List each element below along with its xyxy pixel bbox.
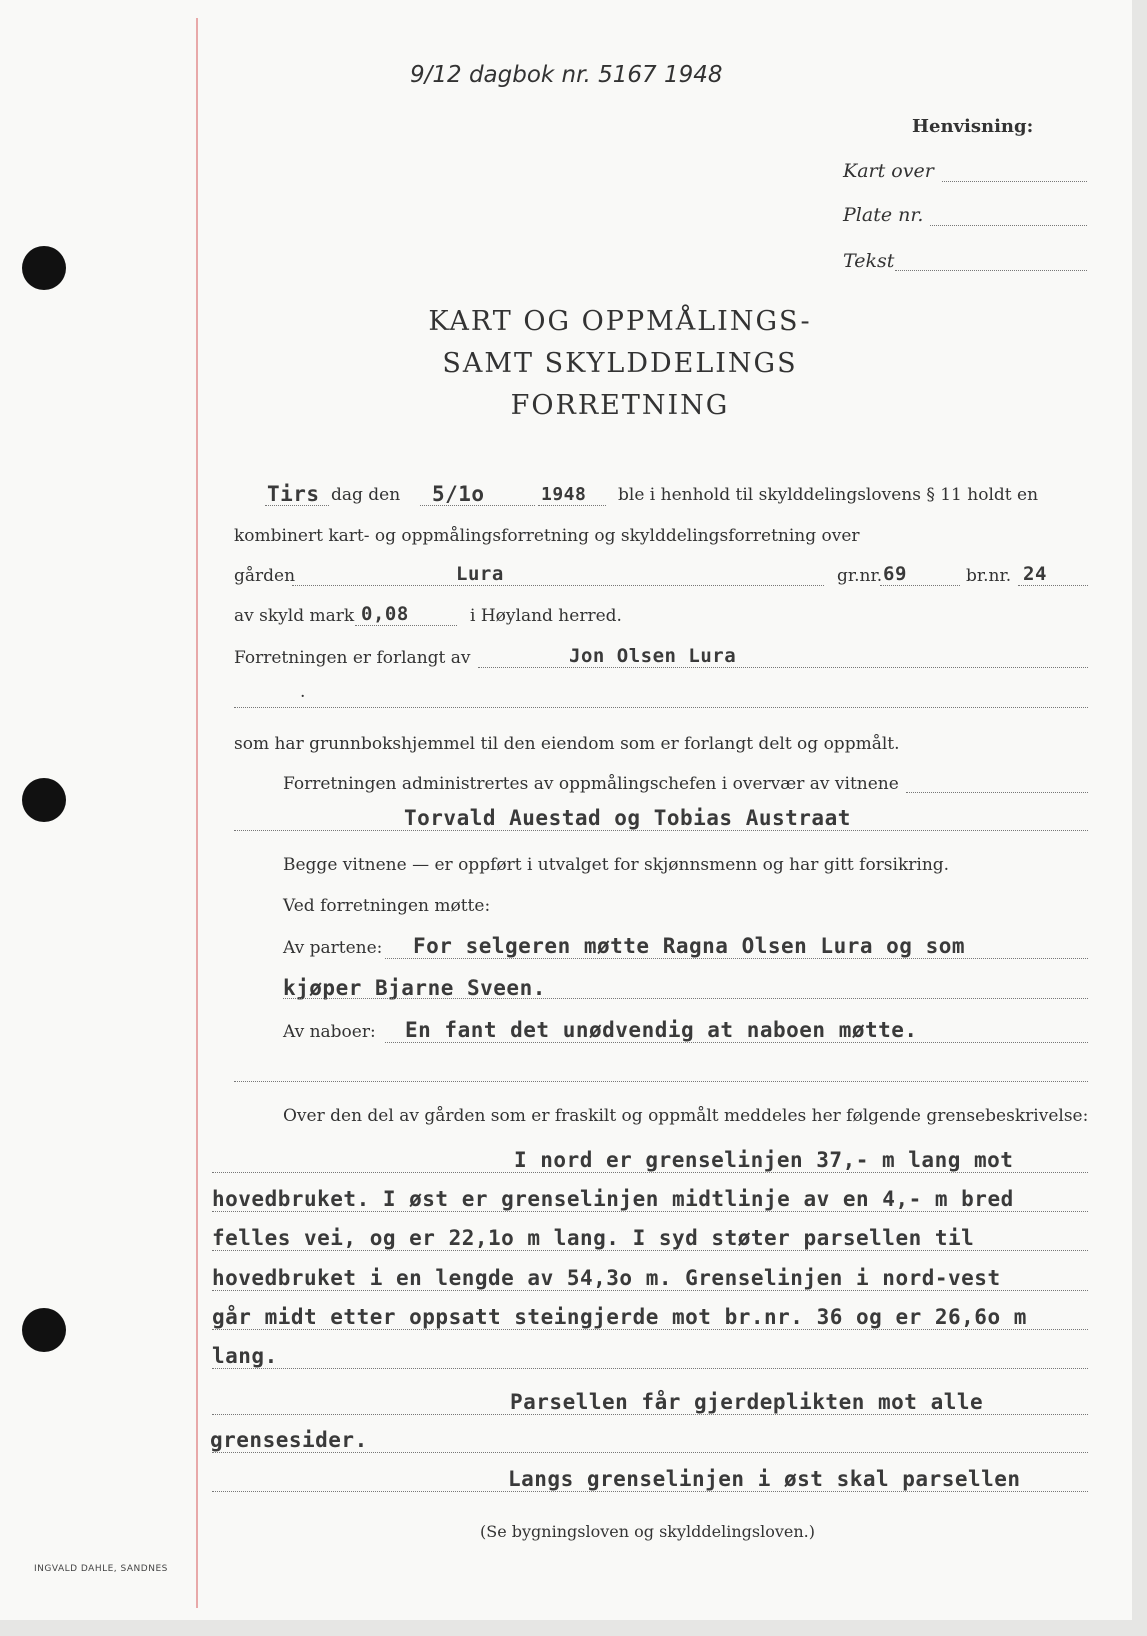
begge-line: Begge vitnene — er oppført i utvalget for skjønnsmenn og har gitt forsikring. xyxy=(283,855,950,875)
grnr-line xyxy=(880,585,960,586)
desc-dots-8 xyxy=(212,1452,1088,1453)
grunnbok-line: som har grunnbokshjemmel til den eiendom som er forlangt delt og oppmålt. xyxy=(234,734,900,754)
year-line xyxy=(538,505,606,506)
footer-note: (Se bygningsloven og skylddelingsloven.) xyxy=(480,1522,815,1541)
desc-dots-5 xyxy=(212,1329,1088,1330)
forlangt-second-line xyxy=(234,707,1088,708)
printer-imprint: INGVALD DAHLE, SANDNES xyxy=(34,1564,168,1574)
partene-dots-2 xyxy=(283,998,1088,999)
grnr-value: 69 xyxy=(883,563,907,585)
description-line-6: lang. xyxy=(212,1344,278,1368)
kart-over-line xyxy=(942,181,1087,182)
description-line-8: grensesider. xyxy=(210,1428,368,1452)
partene-line-1: For selgeren møtte Ragna Olsen Lura og som xyxy=(413,934,966,958)
date-line-rest: ble i henhold til skylddelingslovens § 11 holdt en xyxy=(618,485,1039,505)
desc-dots-9 xyxy=(212,1491,1088,1492)
title-line-2: SAMT SKYLDDELINGS xyxy=(442,348,798,379)
naboer-line-1: En fant det unødvendig at naboen møtte. xyxy=(405,1018,918,1042)
punch-hole-middle xyxy=(22,778,66,822)
plate-nr-line xyxy=(930,225,1087,226)
skyld-label: av skyld mark xyxy=(234,606,355,626)
description-line-1: I nord er grenselinjen 37,- m lang mot xyxy=(514,1148,1014,1172)
desc-dots-3 xyxy=(212,1250,1088,1251)
farm-name-line xyxy=(292,585,824,586)
forlangt-second: . xyxy=(300,682,306,702)
administrert-dots xyxy=(906,792,1088,793)
forlangt-label: Forretningen er forlangt av xyxy=(234,648,471,668)
reference-tekst: Tekst xyxy=(843,250,895,272)
farm-name: Lura xyxy=(456,563,504,585)
naboer-label: Av naboer: xyxy=(283,1022,376,1042)
over-line: Over den del av gården som er fraskilt og oppmålt meddeles her følgende grensebeskrivelse: xyxy=(283,1106,1089,1126)
administrert-line: Forretningen administrertes av oppmålingschefen i overvær av vitnene xyxy=(283,774,899,794)
reference-kart-over: Kart over xyxy=(843,160,934,182)
garden-label: gården xyxy=(234,566,296,586)
date-value: 5/1o xyxy=(432,482,485,506)
dag-den-label: dag den xyxy=(331,485,401,505)
partene-label: Av partene: xyxy=(283,938,383,958)
date-line xyxy=(420,505,535,506)
description-line-4: hovedbruket i en lengde av 54,3o m. Grenselinjen i nord-vest xyxy=(212,1266,1001,1290)
weekday-prefix: Tirs xyxy=(267,482,320,506)
weekday-line xyxy=(265,505,329,506)
desc-dots-4 xyxy=(212,1290,1088,1291)
desc-dots-7 xyxy=(212,1414,1088,1415)
brnr-label: br.nr. xyxy=(966,566,1012,586)
desc-dots-6 xyxy=(212,1368,1088,1369)
header-note: 9/12 dagbok nr. 5167 1948 xyxy=(410,62,723,88)
vitner-value: Torvald Auestad og Tobias Austraat xyxy=(404,806,851,830)
desc-dots-1 xyxy=(212,1172,1088,1173)
brnr-value: 24 xyxy=(1023,563,1047,585)
desc-dots-2 xyxy=(212,1211,1088,1212)
herred-text: i Høyland herred. xyxy=(470,606,622,626)
tekst-line xyxy=(895,270,1087,271)
reference-heading: Henvisning: xyxy=(912,116,1034,137)
naboer-dots-1 xyxy=(385,1042,1088,1043)
brnr-line xyxy=(1018,585,1088,586)
description-line-5: går midt etter oppsatt steingjerde mot br.nr. 36 og er 26,6o m xyxy=(212,1305,1027,1329)
forlangt-line xyxy=(478,667,1088,668)
description-line-2: hovedbruket. I øst er grenselinjen midtlinje av en 4,- m bred xyxy=(212,1187,1014,1211)
partene-dots-1 xyxy=(385,958,1088,959)
motte-line: Ved forretningen møtte: xyxy=(283,896,491,916)
year-value: 1948 xyxy=(541,484,587,505)
title-line-1: KART OG OPPMÅLINGS- xyxy=(428,306,812,337)
skyld-value: 0,08 xyxy=(361,603,409,625)
reference-plate-nr: Plate nr. xyxy=(843,204,924,226)
punch-hole-top xyxy=(22,246,66,290)
description-line-3: felles vei, og er 22,1o m lang. I syd støter parsellen til xyxy=(212,1226,975,1250)
forlangt-value: Jon Olsen Lura xyxy=(569,645,737,667)
vitner-line xyxy=(234,830,1088,831)
naboer-dots-2 xyxy=(234,1081,1088,1082)
description-line-9: Langs grenselinjen i øst skal parsellen xyxy=(508,1467,1021,1491)
kombinert-line: kombinert kart- og oppmålingsforretning og skylddelingsforretning over xyxy=(234,526,860,546)
margin-rule xyxy=(196,18,198,1608)
punch-hole-bottom xyxy=(22,1308,66,1352)
title-line-3: FORRETNING xyxy=(510,390,730,421)
partene-line-2: kjøper Bjarne Sveen. xyxy=(283,976,546,1000)
grnr-label: gr.nr. xyxy=(837,566,883,586)
skyld-line xyxy=(355,625,457,626)
description-line-7: Parsellen får gjerdeplikten mot alle xyxy=(510,1390,984,1414)
